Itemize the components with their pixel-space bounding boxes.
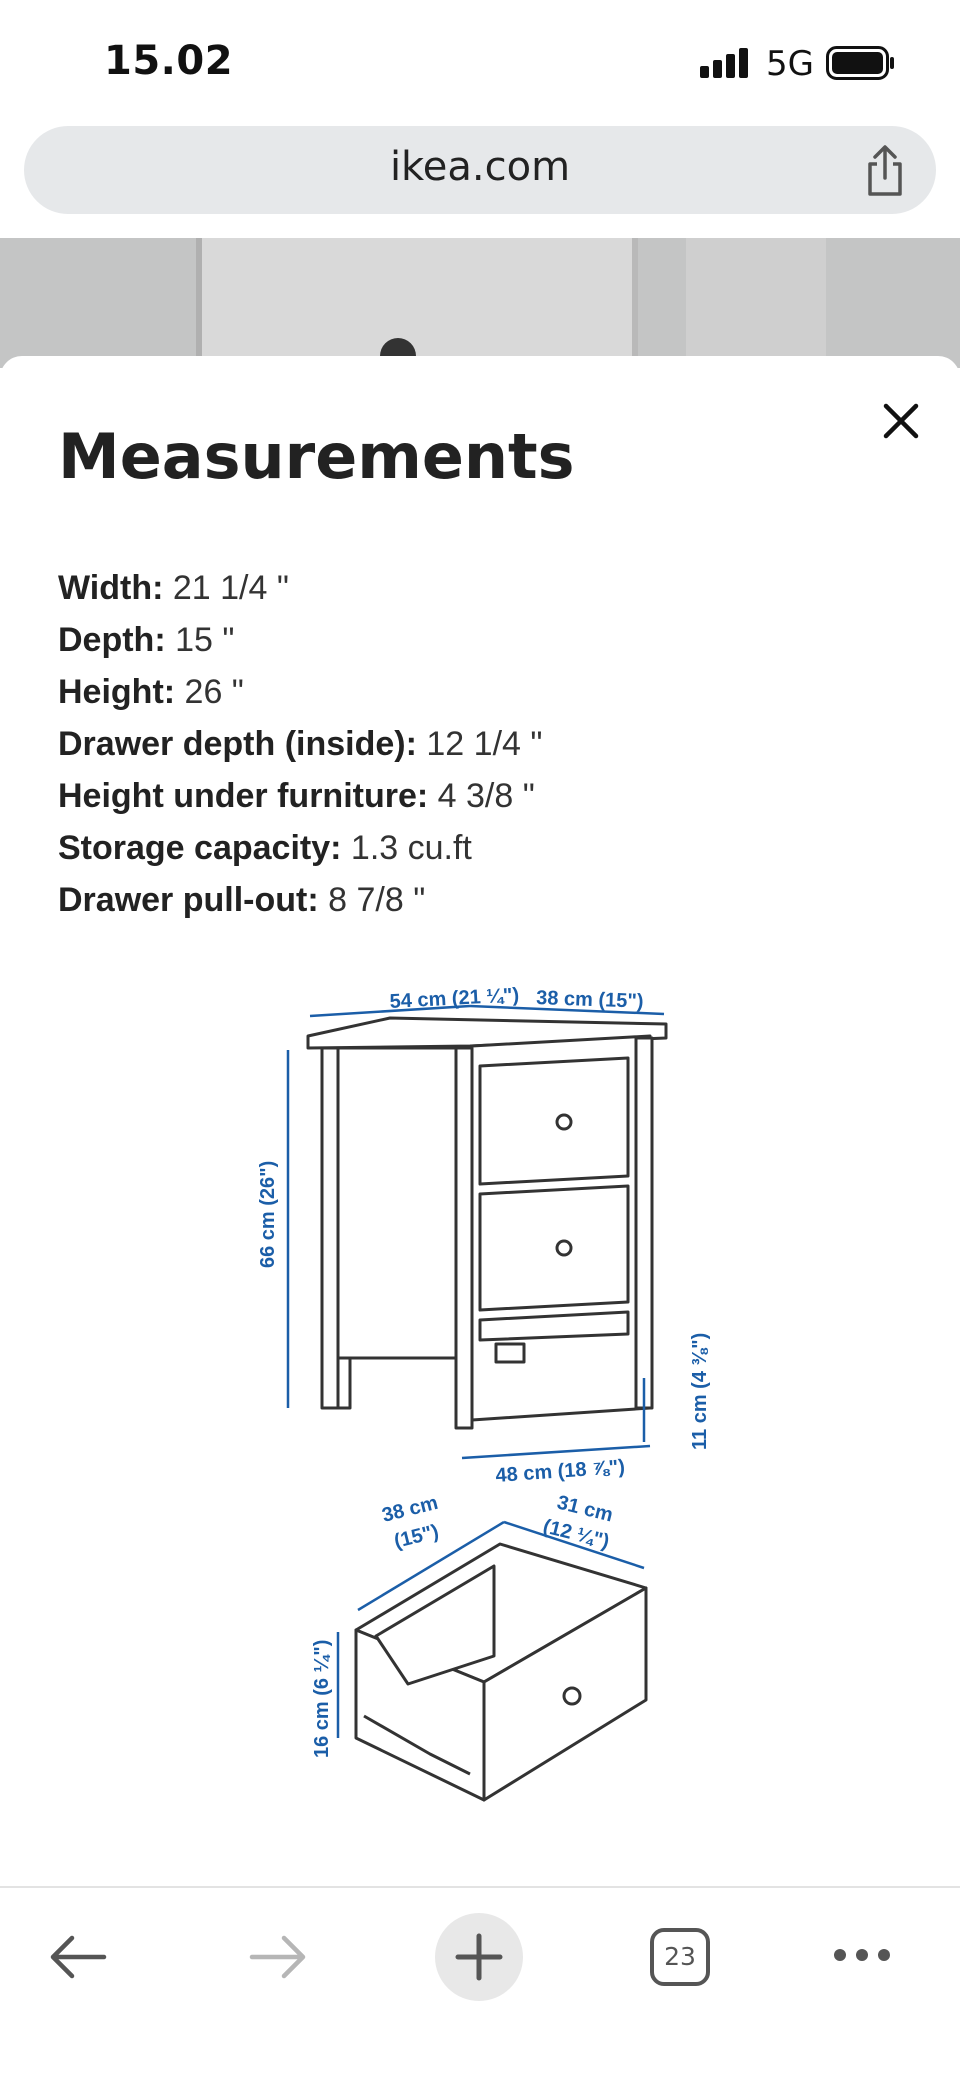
spec-drawer-depth: Drawer depth (inside): 12 1/4 " (58, 725, 543, 763)
spec-depth: Depth: 15 " (58, 621, 235, 659)
spec-height-under-furniture: Height under furniture: 4 3/8 " (58, 777, 535, 815)
tab-count-button[interactable] (650, 1928, 710, 1986)
height-label: 66 cm (26") (257, 1160, 279, 1268)
drawer-depth-label-inch: (12 ¼") (540, 1515, 612, 1554)
battery-icon (826, 46, 896, 80)
share-icon[interactable] (860, 144, 910, 198)
dimension-diagram (257, 968, 740, 1828)
spec-height: Height: 26 " (58, 673, 244, 711)
tab-count: 23 (664, 1942, 696, 1971)
depth-label: 38 cm (15") (535, 987, 644, 1013)
forward-arrow-icon[interactable] (248, 1932, 308, 1982)
address-bar[interactable] (24, 126, 936, 214)
close-icon[interactable] (882, 402, 920, 440)
drawer-width-label-inch: (15") (391, 1520, 441, 1553)
back-arrow-icon[interactable] (48, 1932, 108, 1982)
width-label: 54 cm (21 ¼") (389, 984, 520, 1013)
signal-icon (700, 48, 752, 78)
new-tab-plus-icon[interactable] (434, 1912, 524, 2002)
drawer-width-label: 38 cm (379, 1491, 441, 1527)
more-icon[interactable] (832, 1944, 892, 1966)
url-text[interactable]: ikea.com (389, 144, 571, 190)
spec-storage-capacity: Storage capacity: 1.3 cu.ft (58, 829, 472, 867)
drawer-depth-label: 31 cm (554, 1491, 616, 1527)
spec-drawer-pull-out: Drawer pull-out: 8 7/8 " (58, 881, 426, 919)
spec-width: Width: 21 1/4 " (58, 569, 289, 607)
status-time: 15.02 (104, 38, 234, 84)
pull-out-label: 48 cm (18 ⅞") (494, 1456, 626, 1487)
sheet-heading: Measurements (58, 420, 575, 493)
spec-list (58, 562, 542, 926)
browser-toolbar (0, 1886, 960, 2080)
network-type: 5G (766, 44, 814, 84)
measurements-sheet (0, 356, 960, 1886)
under-furniture-label: 11 cm (4 ⅜") (689, 1332, 711, 1450)
drawer-height-label: 16 cm (6 ¼") (311, 1639, 333, 1758)
status-bar (0, 0, 960, 120)
product-image-background (0, 238, 960, 368)
